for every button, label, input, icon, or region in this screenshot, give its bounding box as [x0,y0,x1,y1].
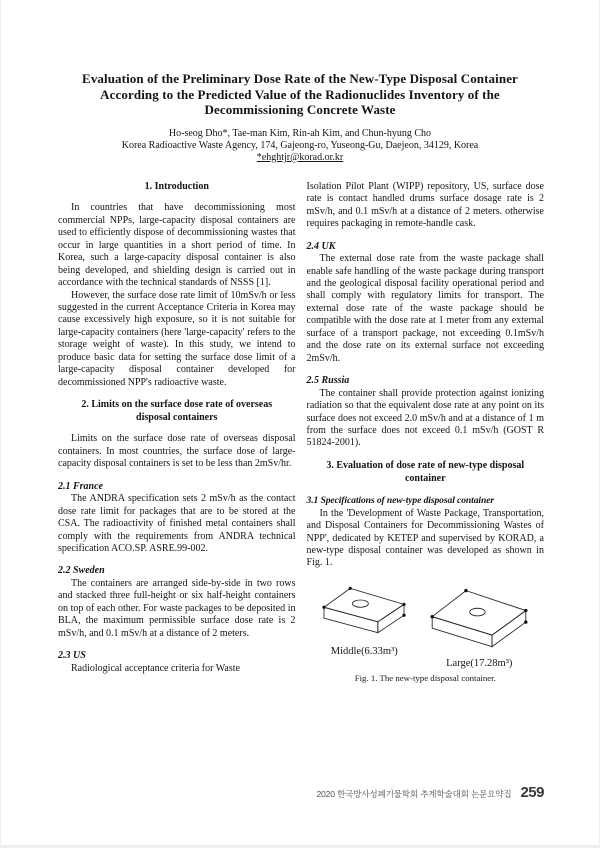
page-number: 259 [520,784,544,801]
subsection-heading-specifications: 3.1 Specifications of new-type disposal container [306,495,495,507]
large-container-item [429,586,529,670]
subsection-heading-sweden: 2.2 Sweden [58,565,105,577]
title-block [1,0,599,164]
us-paragraph-start: Radiological acceptance criteria for Waste [71,662,240,674]
intro-paragraph-1: In countries that have decommissioning most commercial NPPs, large-capacity disposal containers are used to efficiently dispose of decommissioning wastes that occur in large quantities in a short period of time. In Korea, such a large-capacity disposal container is also being developed, and shielding design is carried out in accordance with the technical standards of NSSS [1]. [58,202,296,289]
specifications-paragraph: In the 'Development of Waste Package, Transportation, and Disposal Containers for Decommissioning Wastes of NPP', dedicated by KETEP and supervised by KORAD, a new-type disposal container was developed as shown in Fig. 1. [306,507,544,569]
subsection-heading-us: 2.3 US [58,650,86,662]
email-line [1,152,599,164]
two-column-body [1,181,599,684]
large-container-label: Large(17.28m³) [446,657,513,669]
right-column [307,181,545,684]
large-container-drawing-icon [429,586,529,652]
uk-paragraph: The external dose rate from the waste package shall enable safe handling of the waste package during transport and the geological disposal facility operational period and shall comply with regulatory limits for transport. The external dose rate of the waste package should be compatible with the dose rate at 1 meter from any external surface of a transport package, not exceeding 0.1mSv/h and the dose rate on its external surface not exceeding 2mSv/h. [306,253,544,364]
middle-container-item [321,584,407,658]
intro-paragraph-2: However, the surface dose rate limit of 10mSv/h or less suggested in the current Acceptance Criteria in Korea may cause excessively high exposure, so it is not suitable for large-capacity containers (here 'large-capacity' refers to the storage weight of waste). In this study, we intend to produce basic data for setting the surface dose limit of a large-capacity disposal container developed for decommissioned NPP's radioactive waste. [58,289,296,388]
left-column [58,181,296,684]
section-heading-evaluation: 3. Evaluation of dose rate of new-type disposal container [326,459,525,484]
figure-caption: Fig. 1. The new-type disposal container. [354,672,496,683]
page-footer [316,784,544,801]
us-paragraph-continued: Isolation Pilot Plant (WIPP) repository, US, surface dose rate is contact handled drums surface dosage rate is 2 mSv/h, and 0.1 mSv/h at a distance of 2 meters. otherwise requires packaging in remote-handle cask. [306,180,544,230]
section-heading-introduction: 1. Introduction [144,180,209,192]
corresponding-email-link[interactable]: *ehghtjr@korad.or.kr [256,151,344,163]
subsection-heading-uk: 2.4 UK [306,240,336,252]
france-paragraph: The ANDRA specification sets 2 mSv/h as the contact dose rate limit for packages that are to be stored at the CSA. The radioactivity of finished metal containers shall comply with the requirements from ANDRA technical specification ACO.SP. ASRE.99-002. [58,493,296,555]
subsection-heading-france: 2.1 France [58,480,103,492]
paper-affiliation: Korea Radioactive Waste Agency, 174, Gajeong-ro, Yuseong-Gu, Daejeon, 34129, Korea [121,139,479,151]
middle-container-drawing-icon [321,584,407,640]
middle-container-label: Middle(6.33m³) [330,645,398,657]
russia-paragraph: The container shall provide protection against ionizing radiation so that the equivalent dose rate at any point on its surface does not exceed 2.0 mSv/h and at a distance of 1 m from the surface does not exceed 0.1 mSv/h (GOST R 51824-2001). [306,387,544,449]
overseas-limits-paragraph: Limits on the surface dose rate of overseas disposal containers. In most countries, the surface dose of large-capacity disposal containers is set to be less than 2mSv/hr. [58,433,296,470]
paper-title: Evaluation of the Preliminary Dose Rate of the New-Type Disposal Container According to the Predicted Value of the Radionuclides Inventory of the Decommissioning Concrete Waste [82,71,518,118]
paper-authors: Ho-seog Dho*, Tae-man Kim, Rin-ah Kim, and Chun-hyung Cho [168,127,432,139]
section-heading-overseas-limits: 2. Limits on the surface dose rate of overseas disposal containers [81,399,273,423]
sweden-paragraph: The containers are arranged side-by-side in two rows and stacked three full-height or six half-height containers on top of each other. For waste packages to be deposited in BLA, the maximum permissible surface dose rate is 2 mSv/h, and 0.1 mSv/h at a distance of 2 meters. [58,577,296,639]
figure-row [307,584,545,670]
figure-1 [307,584,545,684]
subsection-heading-russia: 2.5 Russia [306,375,350,387]
proceedings-title: 2020 한국방사성폐기물학회 추계학술대회 논문요약집 [316,789,512,799]
